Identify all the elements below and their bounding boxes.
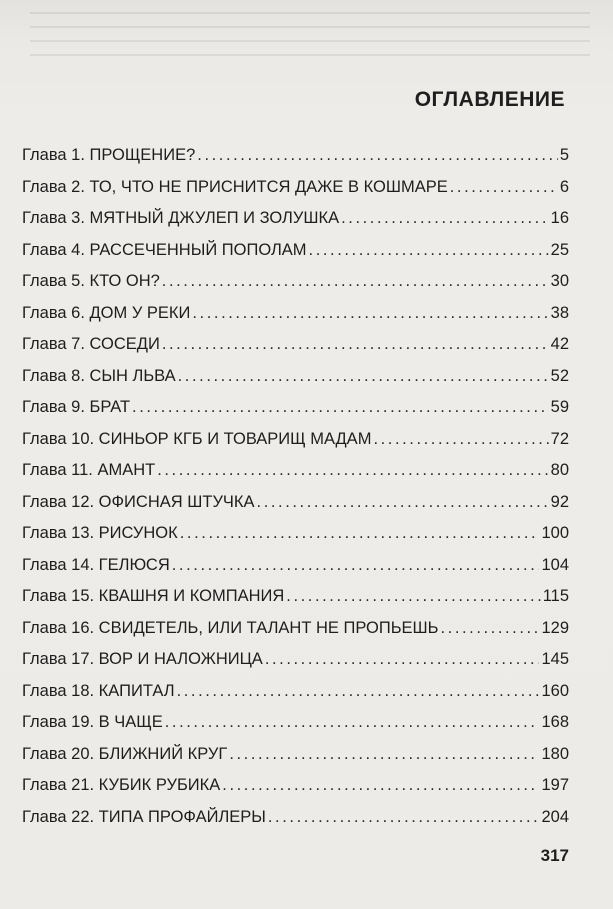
chapter-title: Глава 5. КТО ОН? <box>22 272 160 290</box>
chapter-title: Глава 11. АМАНТ <box>22 461 156 479</box>
toc-entry <box>22 739 569 771</box>
toc-entry <box>22 266 569 298</box>
chapter-title: Глава 20. БЛИЖНИЙ КРУГ <box>22 744 228 763</box>
chapter-title: Глава 15. КВАШНЯ И КОМПАНИЯ <box>22 587 285 605</box>
chapter-page-number: 92 <box>550 492 569 511</box>
toc-entry <box>22 298 569 330</box>
dot-leader <box>132 392 549 424</box>
dot-leader <box>165 707 540 739</box>
chapter-page-number: 204 <box>541 807 569 826</box>
chapter-title: Глава 22. ТИПА ПРОФАЙЛЕРЫ <box>22 807 266 826</box>
toc-entry <box>22 455 569 487</box>
chapter-title: Глава 19. В ЧАЩЕ <box>22 713 163 731</box>
chapter-title: Глава 2. ТО, ЧТО НЕ ПРИСНИТСЯ ДАЖЕ В КОШМАРЕ <box>22 177 448 196</box>
chapter-page-number: 197 <box>541 776 569 794</box>
toc-entry <box>22 140 569 172</box>
page-number: 317 <box>540 846 569 865</box>
dot-leader <box>222 770 539 802</box>
chapter-page-number: 160 <box>541 681 569 700</box>
chapter-title: Глава 16. СВИДЕТЕЛЬ, ИЛИ ТАЛАНТ НЕ ПРОПЬЕШЬ <box>22 618 439 637</box>
chapter-page-number: 104 <box>541 555 569 574</box>
chapter-title: Глава 9. БРАТ <box>22 398 131 416</box>
chapter-page-number: 100 <box>541 524 569 542</box>
chapter-page-number: 30 <box>550 272 569 290</box>
chapter-page-number: 80 <box>550 461 569 479</box>
dot-leader <box>229 739 539 771</box>
toc-entry <box>22 172 569 204</box>
chapter-page-number: 115 <box>542 587 569 605</box>
show-through-text <box>30 0 590 95</box>
toc-entry <box>22 550 569 582</box>
chapter-title: Глава 3. МЯТНЫЙ ДЖУЛЕП И ЗОЛУШКА <box>22 209 340 227</box>
chapter-page-number: 6 <box>559 177 569 196</box>
toc-entry <box>22 235 569 267</box>
toc-entry <box>22 770 569 802</box>
dot-leader <box>265 644 540 676</box>
chapter-title: Глава 7. СОСЕДИ <box>22 335 160 353</box>
chapter-title: Глава 4. РАССЕЧЕННЫЙ ПОПОЛАМ <box>22 240 307 259</box>
dot-leader <box>162 329 549 361</box>
toc-entry <box>22 613 569 645</box>
chapter-page-number: 145 <box>541 650 569 668</box>
chapter-title: Глава 8. СЫН ЛЬВА <box>22 366 176 385</box>
toc-entry <box>22 361 569 393</box>
chapter-title: Глава 1. ПРОЩЕНИЕ? <box>22 146 196 164</box>
dot-leader <box>341 203 549 235</box>
chapter-title: Глава 21. КУБИК РУБИКА <box>22 776 221 794</box>
dot-leader <box>157 455 548 487</box>
toc-entry <box>22 676 569 708</box>
chapter-page-number: 168 <box>541 713 569 731</box>
toc-entry <box>22 518 569 550</box>
toc-entry <box>22 392 569 424</box>
dot-leader <box>162 266 549 298</box>
dot-leader <box>440 613 539 645</box>
chapter-title: Глава 12. ОФИСНАЯ ШТУЧКА <box>22 492 255 511</box>
dot-leader <box>178 361 549 393</box>
toc-entry <box>22 424 569 456</box>
table-of-contents <box>22 140 569 833</box>
toc-entry <box>22 203 569 235</box>
page-heading: ОГЛАВЛЕНИЕ <box>414 88 565 111</box>
chapter-page-number: 16 <box>550 209 569 227</box>
toc-entry <box>22 487 569 519</box>
chapter-title: Глава 6. ДОМ У РЕКИ <box>22 303 191 322</box>
chapter-page-number: 180 <box>541 744 569 763</box>
chapter-title: Глава 17. ВОР И НАЛОЖНИЦА <box>22 650 263 668</box>
dot-leader <box>309 235 549 267</box>
toc-entry <box>22 329 569 361</box>
chapter-page-number: 25 <box>550 240 569 259</box>
dot-leader <box>450 172 558 204</box>
toc-entry <box>22 707 569 739</box>
dot-leader <box>257 487 549 519</box>
dot-leader <box>197 140 558 172</box>
toc-entry <box>22 644 569 676</box>
chapter-page-number: 59 <box>550 398 569 416</box>
chapter-page-number: 129 <box>541 618 569 637</box>
dot-leader <box>192 298 548 330</box>
chapter-page-number: 42 <box>550 335 569 353</box>
toc-entry <box>22 581 569 613</box>
dot-leader <box>172 550 540 582</box>
dot-leader <box>180 518 540 550</box>
dot-leader <box>373 424 548 456</box>
dot-leader <box>286 581 540 613</box>
chapter-title: Глава 10. СИНЬОР КГБ И ТОВАРИЩ МАДАМ <box>22 429 372 448</box>
chapter-page-number: 72 <box>550 429 569 448</box>
dot-leader <box>177 676 540 708</box>
dot-leader <box>268 802 540 834</box>
chapter-title: Глава 13. РИСУНОК <box>22 524 178 542</box>
chapter-title: Глава 18. КАПИТАЛ <box>22 681 175 700</box>
chapter-page-number: 52 <box>550 366 569 385</box>
toc-entry <box>22 802 569 834</box>
chapter-page-number: 38 <box>550 303 569 322</box>
chapter-title: Глава 14. ГЕЛЮСЯ <box>22 555 170 574</box>
chapter-page-number: 5 <box>559 146 569 164</box>
